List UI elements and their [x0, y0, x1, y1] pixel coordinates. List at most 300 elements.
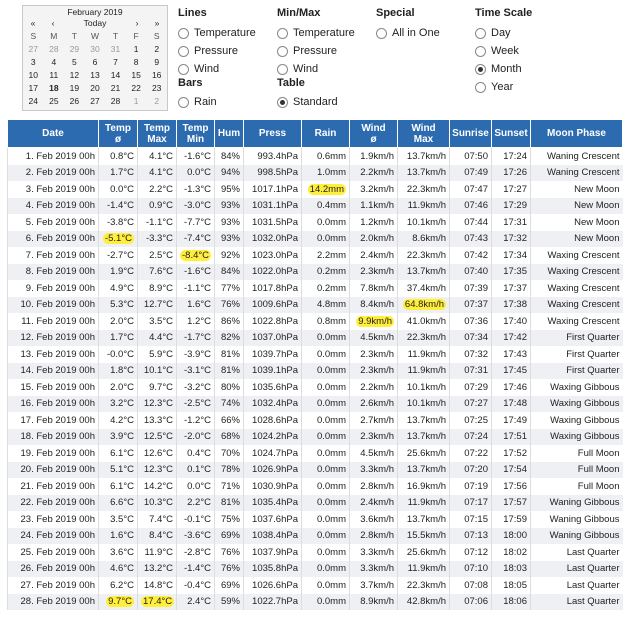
table-cell: 2.5°C — [138, 247, 177, 264]
table-cell: 7.6°C — [138, 264, 177, 281]
table-cell: 2.4km/h — [350, 495, 398, 512]
table-cell: 10.1°C — [138, 363, 177, 380]
table-cell: -1.6°C — [177, 148, 215, 165]
table-cell: Waxing Gibbous — [531, 396, 623, 413]
table-cell: 4.2°C — [99, 412, 138, 429]
table-row — [8, 478, 623, 495]
table-row — [8, 148, 623, 165]
table-cell: -1.3°C — [177, 181, 215, 198]
table-cell: 81% — [215, 495, 244, 512]
table-cell: 07:20 — [450, 462, 492, 479]
radio-button[interactable] — [475, 46, 486, 57]
table-cell: 0.4°C — [177, 445, 215, 462]
table-cell: 76% — [215, 544, 244, 561]
table-cell: -3.0°C — [177, 198, 215, 215]
table-cell: 42.8km/h — [398, 594, 450, 611]
table-cell: 07:43 — [450, 231, 492, 248]
table-cell: 14. Feb 2019 00h — [8, 363, 99, 380]
table-cell: 1035.6hPa — [244, 379, 302, 396]
calendar-day[interactable]: 23 — [151, 82, 162, 93]
prev-year-button[interactable]: « — [30, 18, 36, 28]
table-cell: 17:49 — [492, 412, 531, 429]
calendar-day[interactable]: 10 — [28, 69, 39, 80]
table-cell: -3.9°C — [177, 346, 215, 363]
table-cell: 2.7km/h — [350, 412, 398, 429]
table-cell: 3.3km/h — [350, 561, 398, 578]
table-cell: 19. Feb 2019 00h — [8, 445, 99, 462]
next-year-button[interactable]: » — [154, 18, 160, 28]
highlighted-value: 9.9km/h — [358, 315, 392, 327]
table-cell: First Quarter — [531, 346, 623, 363]
table-cell: 07:42 — [450, 247, 492, 264]
table-cell: 12. Feb 2019 00h — [8, 330, 99, 347]
weather-table — [7, 119, 623, 610]
table-cell: 1.9km/h — [350, 148, 398, 165]
table-cell: 1.6°C — [177, 297, 215, 314]
calendar-day[interactable]: 12 — [69, 69, 80, 80]
highlighted-value: -5.1°C — [104, 233, 132, 245]
table-cell: 07:13 — [450, 528, 492, 545]
table-row — [8, 396, 623, 413]
radio-button[interactable] — [277, 64, 288, 75]
table-cell: 18:00 — [492, 528, 531, 545]
table-cell: 1.2°C — [177, 313, 215, 330]
radio-label: Month — [491, 63, 522, 75]
table-cell: 14.2°C — [138, 478, 177, 495]
calendar-nav — [23, 18, 167, 29]
table-cell: -7.7°C — [177, 214, 215, 231]
highlighted-value: 9.7°C — [108, 596, 132, 608]
table-cell: 07:12 — [450, 544, 492, 561]
radio-button[interactable] — [178, 28, 189, 39]
table-cell: 3. Feb 2019 00h — [8, 181, 99, 198]
table-row — [8, 297, 623, 314]
radio-button[interactable] — [277, 97, 288, 108]
calendar-day[interactable]: 8 — [133, 56, 139, 67]
table-cell: 93% — [215, 198, 244, 215]
table-cell: 92% — [215, 247, 244, 264]
table-cell: 25.6km/h — [398, 544, 450, 561]
table-cell: 3.6°C — [99, 544, 138, 561]
calendar-day[interactable]: 30 — [90, 43, 100, 54]
table-cell: 41.0km/h — [398, 313, 450, 330]
table-cell: 9.7°C — [138, 379, 177, 396]
table-cell: 13.2°C — [138, 561, 177, 578]
calendar-day[interactable]: 4 — [51, 56, 57, 67]
table-cell: Last Quarter — [531, 577, 623, 594]
table-cell: 1.0mm — [302, 165, 350, 182]
table-cell: Waxing Crescent — [531, 297, 623, 314]
radio-label: Rain — [194, 96, 217, 108]
table-cell: 1024.7hPa — [244, 445, 302, 462]
next-month-button[interactable]: › — [135, 18, 139, 28]
table-cell: 17:40 — [492, 313, 531, 330]
table-cell: 20. Feb 2019 00h — [8, 462, 99, 479]
calendar-day[interactable]: 20 — [90, 82, 100, 93]
table-row — [8, 363, 623, 380]
table-cell: 3.2°C — [99, 396, 138, 413]
table-cell: 07:39 — [450, 280, 492, 297]
table-cell: 8.9km/h — [350, 594, 398, 611]
table-cell: 0.0mm — [302, 429, 350, 446]
radio-button[interactable] — [475, 28, 486, 39]
table-cell: 69% — [215, 528, 244, 545]
table-row — [8, 412, 623, 429]
table-cell: 81% — [215, 363, 244, 380]
table-cell: 07:19 — [450, 478, 492, 495]
lines-option-pressure[interactable] — [178, 42, 256, 60]
table-cell: 17:57 — [492, 495, 531, 512]
table-cell: 70% — [215, 445, 244, 462]
highlighted-value: 17.4°C — [143, 596, 173, 608]
radio-button[interactable] — [376, 28, 387, 39]
table-cell: 12.7°C — [138, 297, 177, 314]
table-cell: 1.2km/h — [350, 214, 398, 231]
table-cell: 0.0mm — [302, 594, 350, 611]
radio-button[interactable] — [475, 82, 486, 93]
table-cell: 07:10 — [450, 561, 492, 578]
column-header[interactable]: Wind ø — [350, 120, 398, 148]
weekday-label: S — [153, 30, 160, 41]
radio-button[interactable] — [178, 64, 189, 75]
table-cell: 95% — [215, 181, 244, 198]
table-cell: 0.0mm — [302, 363, 350, 380]
table-cell: 4.1°C — [138, 148, 177, 165]
table-cell: Waning Crescent — [531, 165, 623, 182]
table-cell: 10.1km/h — [398, 214, 450, 231]
column-header[interactable]: Hum — [215, 120, 244, 148]
radio-label: Year — [491, 81, 514, 93]
table-row — [8, 280, 623, 297]
table-cell — [99, 594, 138, 611]
calendar-day[interactable]: 21 — [110, 82, 121, 93]
table-cell: 12.3°C — [138, 396, 177, 413]
calendar-day[interactable]: 2 — [154, 95, 160, 106]
table-cell: 1037.0hPa — [244, 330, 302, 347]
calendar-day[interactable]: 25 — [49, 95, 59, 106]
calendar-day[interactable]: 9 — [154, 56, 160, 67]
table-cell: 13.7km/h — [398, 148, 450, 165]
table-cell: Waxing Crescent — [531, 264, 623, 281]
calendar-day[interactable]: 1 — [133, 43, 139, 54]
table-cell: 1.8°C — [99, 363, 138, 380]
table-cell: 10.1km/h — [398, 379, 450, 396]
table-cell: 18:03 — [492, 561, 531, 578]
minmax-option-temperature[interactable] — [277, 24, 355, 42]
table-cell: 1022.8hPa — [244, 313, 302, 330]
table-cell: 4.9°C — [99, 280, 138, 297]
table-row — [8, 429, 623, 446]
table-cell: 28. Feb 2019 00h — [8, 594, 99, 611]
minmax-header: Min/Max — [277, 7, 321, 19]
table-cell: 0.0mm — [302, 379, 350, 396]
special-option-all-in-one[interactable] — [376, 24, 440, 42]
table-cell: 82% — [215, 330, 244, 347]
table-cell: 13.3°C — [138, 412, 177, 429]
weekday-label: T — [71, 30, 77, 41]
table-cell: 26. Feb 2019 00h — [8, 561, 99, 578]
table-cell: Full Moon — [531, 478, 623, 495]
table-option-standard[interactable] — [277, 93, 338, 111]
table-cell — [398, 297, 450, 314]
table-cell: 27. Feb 2019 00h — [8, 577, 99, 594]
radio-button[interactable] — [475, 64, 486, 75]
timescale-option-month[interactable] — [475, 60, 532, 78]
lines-header: Lines — [178, 7, 207, 19]
date-picker-calendar — [22, 5, 168, 111]
timescale-option-day[interactable] — [475, 24, 532, 42]
table-cell — [99, 231, 138, 248]
calendar-day[interactable]: 27 — [28, 43, 39, 54]
table-cell: 13.7km/h — [398, 462, 450, 479]
table-cell: 1028.6hPa — [244, 412, 302, 429]
calendar-day[interactable]: 27 — [90, 95, 100, 106]
calendar-day[interactable]: 3 — [30, 56, 36, 67]
column-header[interactable]: Date — [8, 120, 99, 148]
today-button[interactable]: Today — [83, 18, 107, 28]
table-cell: 6.6°C — [99, 495, 138, 512]
calendar-day[interactable]: 15 — [131, 69, 141, 80]
calendar-day[interactable]: 18 — [49, 82, 59, 93]
table-cell: 2.8km/h — [350, 528, 398, 545]
table-cell: 17:38 — [492, 297, 531, 314]
table-cell: 07:08 — [450, 577, 492, 594]
table-cell: Last Quarter — [531, 544, 623, 561]
table-cell: 0.2mm — [302, 280, 350, 297]
calendar-day[interactable]: 2 — [154, 43, 160, 54]
table-cell: 3.5°C — [138, 313, 177, 330]
table-cell: 15. Feb 2019 00h — [8, 379, 99, 396]
table-cell: 25.6km/h — [398, 445, 450, 462]
table-cell: 1.1km/h — [350, 198, 398, 215]
calendar-day[interactable]: 19 — [69, 82, 80, 93]
weekday-label: S — [30, 30, 37, 41]
table-cell: Waning Gibbous — [531, 511, 623, 528]
table-cell: 69% — [215, 577, 244, 594]
calendar-day[interactable]: 28 — [110, 95, 121, 106]
table-cell: 17:56 — [492, 478, 531, 495]
column-header[interactable]: Press — [244, 120, 302, 148]
weekday-label: M — [50, 30, 58, 41]
table-cell: -0.0°C — [99, 346, 138, 363]
calendar-day[interactable]: 26 — [69, 95, 80, 106]
weekday-label: F — [133, 30, 139, 41]
minmax-option-pressure[interactable] — [277, 42, 355, 60]
table-cell: 1.9°C — [99, 264, 138, 281]
column-header[interactable]: Temp Max — [138, 120, 177, 148]
table-cell: Waxing Crescent — [531, 280, 623, 297]
calendar-day[interactable]: 5 — [72, 56, 77, 67]
column-header[interactable]: Rain — [302, 120, 350, 148]
table-cell: 22. Feb 2019 00h — [8, 495, 99, 512]
table-cell: 0.0°C — [99, 181, 138, 198]
table-row — [8, 330, 623, 347]
table-cell: Waxing Gibbous — [531, 379, 623, 396]
table-cell: 5. Feb 2019 00h — [8, 214, 99, 231]
calendar-day[interactable]: 16 — [151, 69, 162, 80]
table-cell: 16.9km/h — [398, 478, 450, 495]
table-cell: 9. Feb 2019 00h — [8, 280, 99, 297]
table-cell: 22.3km/h — [398, 330, 450, 347]
table-cell: 10.3°C — [138, 495, 177, 512]
table-cell: 1024.2hPa — [244, 429, 302, 446]
prev-month-button[interactable]: ‹ — [51, 18, 55, 28]
table-row — [8, 264, 623, 281]
table-cell: 8.6km/h — [398, 231, 450, 248]
table-cell: -2.8°C — [177, 544, 215, 561]
table-cell: 07:37 — [450, 297, 492, 314]
column-header[interactable]: Moon Phase — [531, 120, 623, 148]
column-header[interactable]: Wind Max — [398, 120, 450, 148]
table-cell: 11.9km/h — [398, 198, 450, 215]
table-cell — [302, 181, 350, 198]
radio-label: Standard — [293, 96, 338, 108]
table-cell: 6.1°C — [99, 445, 138, 462]
calendar-day[interactable]: 31 — [110, 43, 121, 54]
table-cell: 21. Feb 2019 00h — [8, 478, 99, 495]
table-cell: 07:17 — [450, 495, 492, 512]
table-cell: 13.7km/h — [398, 165, 450, 182]
table-cell: 1023.0hPa — [244, 247, 302, 264]
table-cell: 37.4km/h — [398, 280, 450, 297]
table-cell: 17:51 — [492, 429, 531, 446]
table-cell: -7.4°C — [177, 231, 215, 248]
table-cell: 59% — [215, 594, 244, 611]
radio-button[interactable] — [277, 46, 288, 57]
table-cell: 0.8°C — [99, 148, 138, 165]
table-cell: 0.0mm — [302, 396, 350, 413]
table-cell: 1037.6hPa — [244, 511, 302, 528]
table-row — [8, 528, 623, 545]
table-cell: 2.2km/h — [350, 379, 398, 396]
table-cell: 17:59 — [492, 511, 531, 528]
table-cell: 2.2°C — [138, 181, 177, 198]
calendar-day[interactable]: 13 — [90, 69, 100, 80]
table-cell: 1017.8hPa — [244, 280, 302, 297]
table-cell: First Quarter — [531, 330, 623, 347]
table-cell: 22.3km/h — [398, 577, 450, 594]
table-header: Table — [277, 77, 305, 89]
table-cell: 07:49 — [450, 165, 492, 182]
table-cell: 11.9km/h — [398, 561, 450, 578]
table-cell: 66% — [215, 412, 244, 429]
table-row — [8, 495, 623, 512]
table-cell: -1.1°C — [138, 214, 177, 231]
table-cell: 6. Feb 2019 00h — [8, 231, 99, 248]
timescale-option-week[interactable] — [475, 42, 532, 60]
table-cell: 5.9°C — [138, 346, 177, 363]
table-cell: 8.4km/h — [350, 297, 398, 314]
calendar-day[interactable]: 28 — [49, 43, 59, 54]
table-cell: 2.0°C — [99, 313, 138, 330]
table-cell: 25. Feb 2019 00h — [8, 544, 99, 561]
table-cell: Waxing Crescent — [531, 247, 623, 264]
calendar-day[interactable]: 29 — [69, 43, 80, 54]
calendar-month-title: February 2019 — [67, 7, 123, 17]
table-cell: -3.3°C — [138, 231, 177, 248]
table-cell: 2.2mm — [302, 247, 350, 264]
table-row — [8, 313, 623, 330]
table-cell: -0.1°C — [177, 511, 215, 528]
table-cell — [177, 247, 215, 264]
table-cell: 0.9°C — [138, 198, 177, 215]
table-cell: 07:31 — [450, 363, 492, 380]
table-cell: 7.8km/h — [350, 280, 398, 297]
radio-button[interactable] — [178, 97, 189, 108]
table-cell: 17:29 — [492, 198, 531, 215]
table-row — [8, 214, 623, 231]
table-cell: 12.5°C — [138, 429, 177, 446]
table-cell: 4.5km/h — [350, 445, 398, 462]
column-header[interactable]: Temp Min — [177, 120, 215, 148]
calendar-day[interactable]: 1 — [133, 95, 139, 106]
table-cell: -2.5°C — [177, 396, 215, 413]
table-cell: 0.0mm — [302, 544, 350, 561]
table-row — [8, 165, 623, 182]
table-cell: 07:25 — [450, 412, 492, 429]
calendar-day[interactable]: 17 — [28, 82, 39, 93]
table-cell: 1038.4hPa — [244, 528, 302, 545]
table-cell: 07:34 — [450, 330, 492, 347]
table-cell: 0.0°C — [177, 478, 215, 495]
timescale-header: Time Scale — [475, 7, 533, 19]
column-header[interactable]: Sunrise — [450, 120, 492, 148]
column-header[interactable]: Temp ø — [99, 120, 138, 148]
table-cell: 17:42 — [492, 330, 531, 347]
table-cell: 1.7°C — [99, 330, 138, 347]
timescale-option-year[interactable] — [475, 78, 532, 96]
table-cell: -2.0°C — [177, 429, 215, 446]
table-cell: 17:48 — [492, 396, 531, 413]
calendar-day[interactable]: 7 — [113, 56, 118, 67]
table-cell: 4.5km/h — [350, 330, 398, 347]
calendar-day[interactable]: 24 — [28, 95, 39, 106]
table-cell: 4.4°C — [138, 330, 177, 347]
radio-button[interactable] — [277, 28, 288, 39]
radio-button[interactable] — [178, 46, 189, 57]
calendar-day[interactable]: 11 — [49, 69, 59, 80]
table-cell: -1.1°C — [177, 280, 215, 297]
table-cell: Waxing Gibbous — [531, 429, 623, 446]
table-cell: Waxing Crescent — [531, 313, 623, 330]
table-cell: 0.0mm — [302, 528, 350, 545]
table-cell: 17:24 — [492, 148, 531, 165]
bars-group — [178, 76, 217, 111]
lines-option-temperature[interactable] — [178, 24, 256, 42]
table-cell: Waning Gibbous — [531, 528, 623, 545]
column-header[interactable]: Sunset — [492, 120, 531, 148]
calendar-day[interactable]: 14 — [110, 69, 121, 80]
bars-option-rain[interactable] — [178, 93, 217, 111]
calendar-day[interactable]: 6 — [92, 56, 98, 67]
table-cell: 2.2°C — [177, 495, 215, 512]
table-cell: 12.6°C — [138, 445, 177, 462]
timescale-group — [475, 6, 532, 96]
table-cell: 2.3km/h — [350, 346, 398, 363]
calendar-day[interactable]: 22 — [131, 82, 141, 93]
table-cell: 1. Feb 2019 00h — [8, 148, 99, 165]
radio-label: Wind — [194, 63, 220, 75]
table-cell: 07:29 — [450, 379, 492, 396]
table-cell: 6.1°C — [99, 478, 138, 495]
table-cell: 07:15 — [450, 511, 492, 528]
table-cell: 23. Feb 2019 00h — [8, 511, 99, 528]
table-cell: Waning Gibbous — [531, 495, 623, 512]
table-cell: 1035.4hPa — [244, 495, 302, 512]
table-cell: 84% — [215, 264, 244, 281]
table-cell: 3.5°C — [99, 511, 138, 528]
table-cell: 1039.7hPa — [244, 346, 302, 363]
